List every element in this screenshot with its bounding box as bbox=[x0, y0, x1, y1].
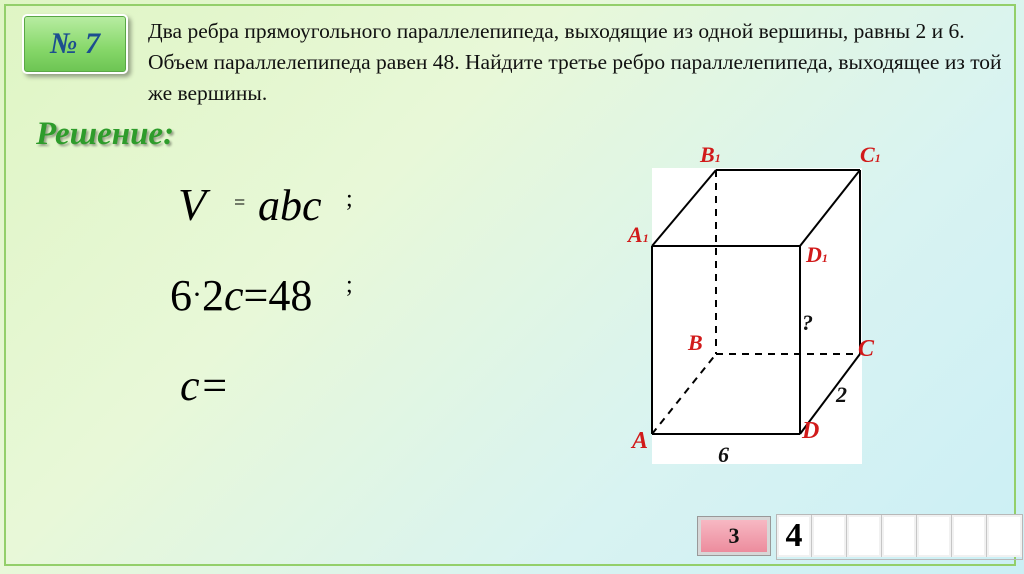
vertex-label-d1: D1 bbox=[806, 242, 828, 267]
equation-multiply-dot: · bbox=[192, 278, 202, 311]
answer-cell[interactable] bbox=[812, 515, 847, 557]
problem-number-badge bbox=[22, 14, 128, 74]
edge-label-ad: 6 bbox=[718, 442, 729, 467]
answer-cell[interactable] bbox=[917, 515, 952, 557]
vertex-label-a: A bbox=[632, 428, 649, 454]
formula-2-semicolon: ; bbox=[346, 272, 353, 298]
equation-substitution bbox=[170, 270, 312, 321]
answer-cell[interactable] bbox=[987, 515, 1022, 557]
answer-cell[interactable] bbox=[952, 515, 987, 557]
figure-background bbox=[652, 168, 862, 464]
parallelepiped-figure bbox=[620, 138, 900, 478]
formula-abc: abc bbox=[258, 181, 322, 230]
answer-check-button[interactable]: 3 bbox=[698, 517, 770, 555]
vertex-label-c: C bbox=[858, 336, 875, 362]
answer-cell[interactable] bbox=[882, 515, 917, 557]
edge-label-unknown: ? bbox=[802, 310, 813, 335]
problem-number: № 7 bbox=[50, 27, 100, 60]
equation-variable-c: c bbox=[224, 271, 244, 320]
vertex-label-b1: B1 bbox=[700, 142, 721, 167]
vertex-label-c1: C1 bbox=[860, 142, 881, 167]
equation-answer-line: c= bbox=[180, 361, 230, 410]
vertex-label-d: D bbox=[802, 418, 820, 444]
equation-result: =48 bbox=[243, 271, 313, 320]
solution-heading: Решение: bbox=[36, 116, 175, 152]
vertex-label-b: B bbox=[688, 330, 703, 355]
equation-factor-2: 2 bbox=[202, 271, 224, 320]
answer-cell[interactable] bbox=[847, 515, 882, 557]
answer-cell[interactable]: 4 bbox=[777, 515, 812, 557]
formula-equals-sign: = bbox=[234, 192, 246, 214]
edge-label-dc: 2 bbox=[836, 382, 847, 407]
equation-factor-6: 6 bbox=[170, 271, 192, 320]
problem-statement: Два ребра прямоугольного параллелепипеда, выходящие из одной вершины, равны 2 и 6. Объем параллелепипеда равен 48. Найдите третье ребро параллелепипеда, выходящее из той же вершины. bbox=[148, 19, 1002, 105]
answer-cells bbox=[776, 514, 1023, 560]
vertex-label-a1: A1 bbox=[628, 222, 649, 247]
formula-volume-symbol: V bbox=[178, 179, 207, 230]
formula-1-semicolon: ; bbox=[346, 186, 353, 212]
